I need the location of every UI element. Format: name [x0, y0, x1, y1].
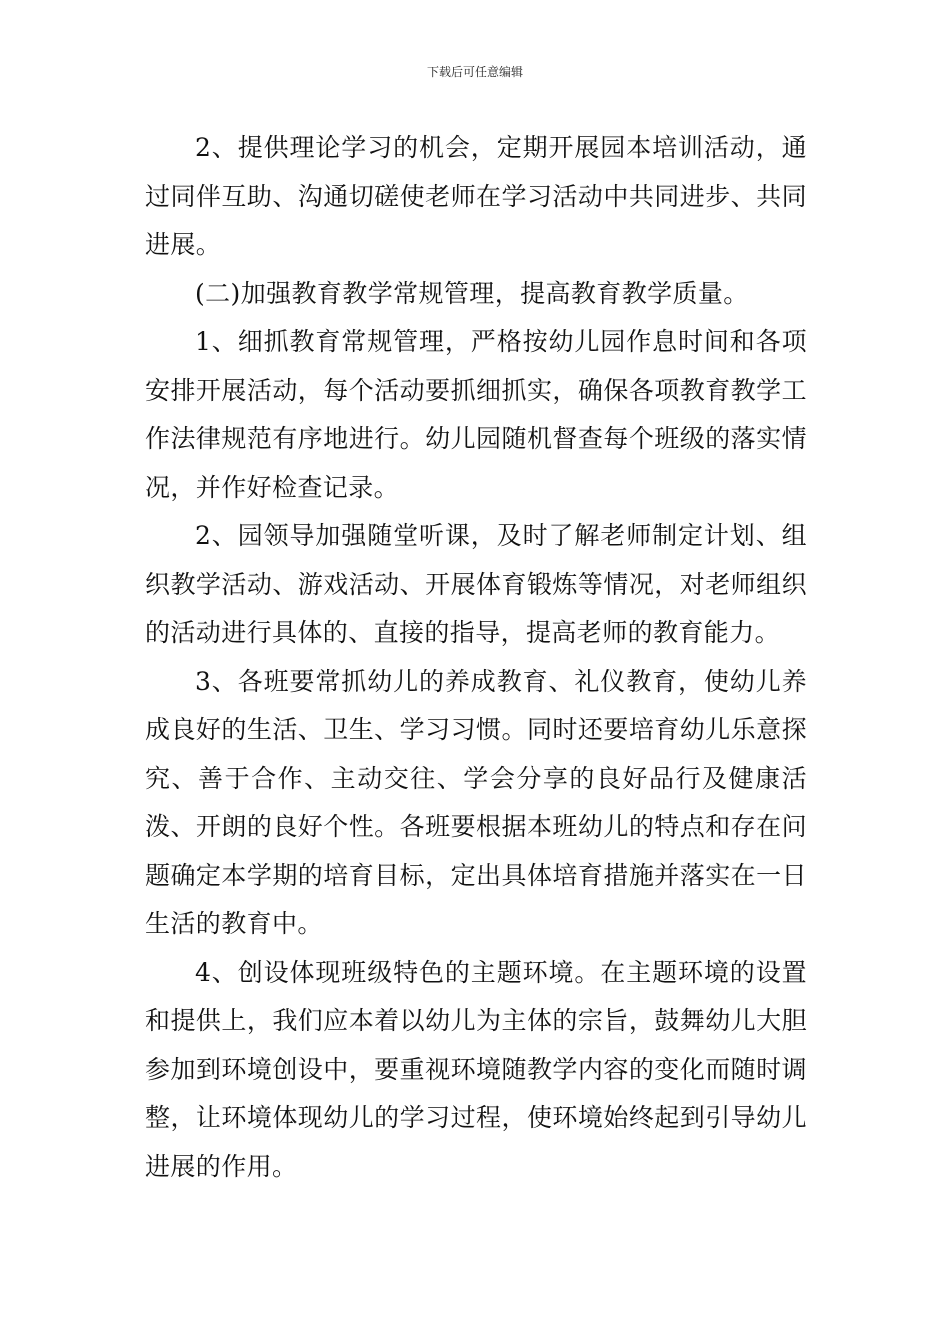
paragraph-1: 2、提供理论学习的机会，定期开展园本培训活动，通过同伴互助、沟通切磋使老师在学习活动中共同进步、共同进展。	[145, 133, 807, 259]
paragraph-3: 2、园领导加强随堂听课，及时了解老师制定计划、组织教学活动、游戏活动、开展体育锻炼等情况，对老师组织的活动进行具体的、直接的指导，提高老师的教育能力。	[145, 521, 807, 647]
page-header: 下载后可任意编辑	[426, 65, 523, 79]
section-heading: (二)加强教育教学常规管理，提高教育教学质量。	[195, 278, 749, 308]
paragraph-5: 4、创设体现班级特色的主题环境。在主题环境的设置和提供上，我们应本着以幼儿为主体的宗旨，鼓舞幼儿大胆参加到环境创设中，要重视环境随教学内容的变化而随时调整，让环境体现幼儿的学习过程，使环境始终起到引导幼儿进展的作用。	[145, 957, 807, 1181]
paragraph-2: 1、细抓教育常规管理，严格按幼儿园作息时间和各项安排开展活动，每个活动要抓细抓实，确保各项教育教学工作法律规范有序地进行。幼儿园随机督查每个班级的落实情况，并作好检查记录。	[145, 327, 807, 502]
paragraph-4: 3、各班要常抓幼儿的养成教育、礼仪教育，使幼儿养成良好的生活、卫生、学习习惯。同时还要培育幼儿乐意探究、善于合作、主动交往、学会分享的良好品行及健康活泼、开朗的良好个性。各班要根据本班幼儿的特点和存在问题确定本学期的培育目标，定出具体培育措施并落实在一日生活的教育中。	[145, 666, 807, 938]
document-body	[145, 124, 807, 1191]
